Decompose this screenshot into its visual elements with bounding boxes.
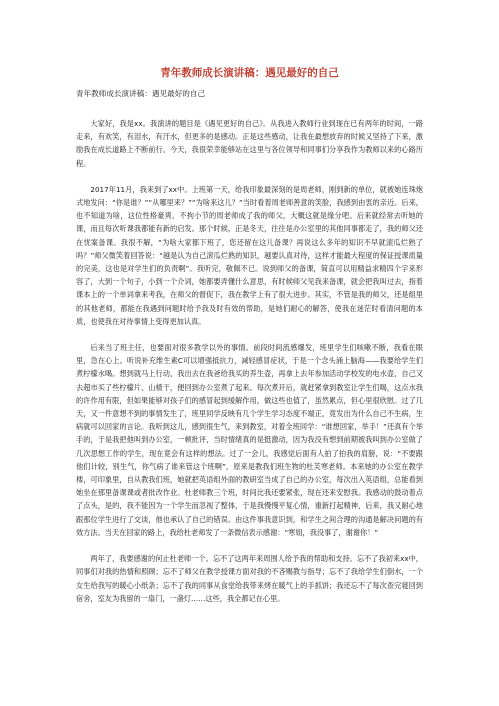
paragraph-mentor: 2017年11月，我来到了xx中。上班第一天，给我印象最深刻的是周老师，刚到新的单位，就被她连珠炮式地发问：“你是谁？”“从哪里来？”“为啥来这儿？”当时看着周老师善意的笑脸，我感到由衷的亲近。后来，也不知道为啥，这位性格豪爽、不拘小节的周老师成了我的师父，大概这就是缘分吧。后来就经常去听她的课，而且每次听课我都能有新的启发。那个时候，正是冬天，往往是办公室里的其他同事都走了，我的师父还在忧案备课。我很不解，“为啥大家都下班了，您还留在这儿备课？再说这么多年的知识不早就滚瓜烂熟了吗？”师父微笑着回答说：“越是认为自己滚瓜烂熟的知识，越要认真对待，这样才能最大程度的保证授课质量的完美，这也是对学生们的负责啊”。我听完，敬佩不已。说到师父的备课，简直可以用精益求精四个字来形容了，大到一个句子，小到一个介词，她都要弄懂什么意思，有时候师父见我来备课，就会把我叫过去，指着课本上的一个单词拿来考我，在师父的督促下，我在教学上有了很大进步。其实，不管是我的师父，还是组里的其他老师，都能在我遇到问题时给予我及时有效的帮助，是她们耐心的解答，使我在迷茫时看清问题的本质，也使我在对待事情上变得更加认真。 bbox=[76, 184, 423, 326]
document-subtitle: 青年教师成长演讲稿：遇见最好的自己 bbox=[76, 89, 206, 98]
paragraph-intro: 大家好，我是xx。我演讲的题目是《遇见更好的自己》。从我进入教师行业到现在已有两年的时间，一路走来，有欢笑，有泪水，有汗水，但更多的是感动。正是这些感动，让我在最想放弃的时候又坚持了下来，激励我在成长道路上不断前行。今天，我很荣幸能够站在这里与各位领导和同事们分享我作为教师以来的心路历程。 bbox=[76, 119, 423, 168]
document-title: 青年教师成长演讲稿：遇见最好的自己 bbox=[160, 67, 339, 79]
paragraph-gratitude: 两年了，我要感谢的何止杜老师一个。忘不了这两年来周围人给予我的帮助和支持。忘不了我初来xx中，同事们对我的热情和照顾；忘不了师父在教学授课方面对我的不吝赐教与指导；忘不了我给学生们倒水，一个女生给我写的暖心小纸条；忘不了我的同事从食堂给我带来烤在暖气上的手抓饼；我还忘不了每次查完寝回到宿舍，室友为我留的一扇门，一盏灯……这些，我全都记在心里。 bbox=[76, 554, 423, 603]
paragraph-head-teacher: 后来当了班主任，也要面对很多教学以外的事情。前段时间流感爆发，班里学生们咳嗽不断，我看在眼里，急在心上。听说补充维生素C可以增强抵抗力，减轻感冒症状，于是一个念头涌上脑海——我要给学生们煮柠檬水喝。想到就马上行动，我出去在我爸给我买的养生壶，再拿上去年参加活动学校发的电水壶，自己又去超市买了些柠檬片、山楂干，便回到办公室煮了起来。每次煮开后，就赶紧拿到教室让学生们喝，这点水我的许作用有限，但如果能够对孩子们的感冒起到缓解作用，做这些也值了，虽然累点，但心里很欣慰。过了几天，又一件意想不到的事情发生了，班里同学反映有几个学生学习态度不端正，竟发出为什么自己不生病，生病就可以回家的言论。我听到这儿，感到很生气，来到教室，对着全班同学：“谁想回家，举手！”还真有个举手的，于是我把他叫到办公室，一顿批评，当时情绪真的是挺激动，因为我没有想到前期被我叫到办公室做了几次思想工作的学生，现在竟会有这样的想法。过了一会儿，我感觉后面有人拍了拍我的肩膀，说：“不要跟他们计较，别生气，你气病了谁来管这个班啊”，原来是教我们班生物的杜芙寒老师。本来她的办公室在教学楼，可印象里，自从教我们班，她就把英语组外面的教研室当成了自己的办公室，每次出入英语组，总能看到她坐在那里备课课或者批改作业。杜老师教三个班，时间比我还要紧张，现在还来安慰我。我感动的鼓动着点了点头，是的，我不能因为一个学生而忽视了整体，于是我慢慢平复心情，重新打起精神，后来，我又耐心地跟那位学生进行了交谈，他也承认了自己的错误。由这件事我意识到，和学生之间合理的沟通是解决问题的有效方法。当天在回家的路上，我给杜老师发了一条微信表示感谢：“寒姐，我没事了，谢谢你！” bbox=[76, 343, 423, 537]
